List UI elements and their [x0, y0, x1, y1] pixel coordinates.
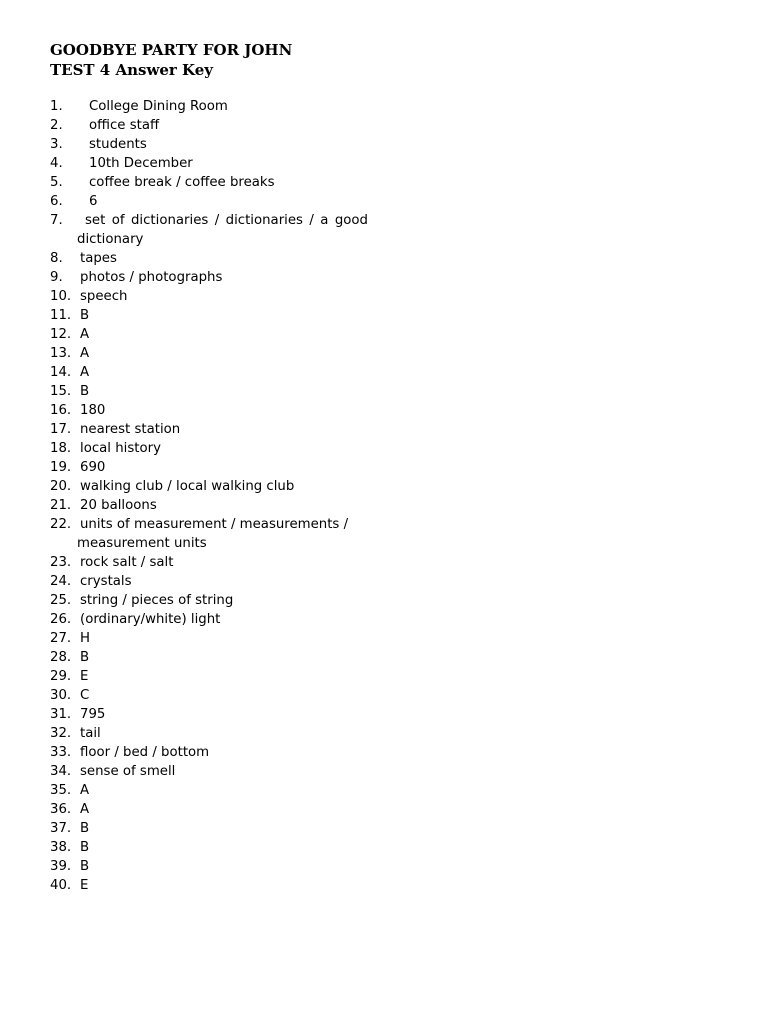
- answer-text: 690: [80, 460, 106, 475]
- answer-text: B: [80, 840, 90, 855]
- answer-text: coffee break / coffee breaks: [89, 175, 275, 190]
- answer-text: tapes: [80, 251, 117, 266]
- answer-text-continuation: dictionary: [77, 232, 144, 247]
- answer-number: 17.: [50, 422, 72, 437]
- document-subtitle: TEST 4 Answer Key: [50, 61, 214, 79]
- answer-number: 29.: [50, 669, 72, 684]
- answer-text: tail: [80, 726, 101, 741]
- answer-text: speech: [80, 289, 128, 304]
- answer-text: local history: [80, 441, 161, 456]
- answer-number: 19.: [50, 460, 72, 475]
- answer-item: [50, 154, 380, 173]
- answer-number: 14.: [50, 365, 72, 380]
- answer-number: 15.: [50, 384, 72, 399]
- answer-text: B: [80, 384, 90, 399]
- answer-item: [50, 648, 380, 667]
- answer-item: [50, 268, 380, 287]
- answer-text: A: [80, 802, 90, 817]
- answer-list: [50, 97, 380, 895]
- document-title: GOODBYE PARTY FOR JOHN: [50, 41, 293, 59]
- answer-number: 40.: [50, 878, 72, 893]
- answer-text: E: [80, 669, 89, 684]
- answer-item: [50, 800, 380, 819]
- answer-item: [50, 344, 380, 363]
- answer-text: rock salt / salt: [80, 555, 174, 570]
- answer-number: 35.: [50, 783, 72, 798]
- answer-text: string / pieces of string: [80, 593, 234, 608]
- answer-number: 39.: [50, 859, 72, 874]
- answer-text: office staff: [89, 118, 160, 133]
- answer-number: 11.: [50, 308, 72, 323]
- answer-item: [50, 116, 380, 135]
- answer-item: [50, 572, 380, 591]
- answer-number: 27.: [50, 631, 72, 646]
- answer-item: [50, 363, 380, 382]
- answer-item: [50, 781, 380, 800]
- answer-number: 18.: [50, 441, 72, 456]
- answer-item: [50, 496, 380, 515]
- answer-number: 26.: [50, 612, 72, 627]
- answer-number: 32.: [50, 726, 72, 741]
- answer-text: units of measurement / measurements /: [80, 517, 349, 532]
- answer-number: 23.: [50, 555, 72, 570]
- answer-item: [50, 515, 380, 553]
- answer-item: [50, 458, 380, 477]
- answer-text: crystals: [80, 574, 132, 589]
- answer-number: 4.: [50, 156, 63, 171]
- answer-item: [50, 762, 380, 781]
- answer-number: 28.: [50, 650, 72, 665]
- answer-item: [50, 838, 380, 857]
- answer-number: 33.: [50, 745, 72, 760]
- answer-text: B: [80, 821, 90, 836]
- answer-item: [50, 819, 380, 838]
- answer-text: A: [80, 327, 90, 342]
- answer-text: (ordinary/white) light: [80, 612, 221, 627]
- answer-text: 180: [80, 403, 106, 418]
- answer-item: [50, 382, 380, 401]
- answer-item: [50, 306, 380, 325]
- answer-item: [50, 629, 380, 648]
- answer-item: [50, 439, 380, 458]
- answer-text: B: [80, 650, 90, 665]
- answer-number: 3.: [50, 137, 63, 152]
- answer-number: 5.: [50, 175, 63, 190]
- answer-item: [50, 743, 380, 762]
- answer-item: [50, 591, 380, 610]
- answer-number: 1.: [50, 99, 63, 114]
- answer-item: [50, 211, 380, 249]
- answer-item: [50, 325, 380, 344]
- answer-text: floor / bed / bottom: [80, 745, 210, 760]
- answer-item: [50, 857, 380, 876]
- answer-item: [50, 553, 380, 572]
- answer-item: [50, 249, 380, 268]
- answer-number: 21.: [50, 498, 72, 513]
- answer-text: A: [80, 346, 90, 361]
- answer-number: 2.: [50, 118, 63, 133]
- answer-number: 24.: [50, 574, 72, 589]
- answer-text: College Dining Room: [89, 99, 228, 114]
- answer-item: [50, 287, 380, 306]
- answer-number: 38.: [50, 840, 72, 855]
- answer-number: 16.: [50, 403, 72, 418]
- answer-item: [50, 705, 380, 724]
- answer-number: 20.: [50, 479, 72, 494]
- answer-number: 22.: [50, 517, 72, 532]
- answer-number: 9.: [50, 270, 63, 285]
- answer-item: [50, 135, 380, 154]
- answer-text: B: [80, 308, 90, 323]
- answer-text: sense of smell: [80, 764, 176, 779]
- answer-item: [50, 610, 380, 629]
- answer-number: 13.: [50, 346, 72, 361]
- answer-item: [50, 192, 380, 211]
- answer-text: 795: [80, 707, 106, 722]
- answer-item: [50, 420, 380, 439]
- answer-number: 6.: [50, 194, 63, 209]
- answer-text: A: [80, 783, 90, 798]
- answer-number: 25.: [50, 593, 72, 608]
- answer-text: 20 balloons: [80, 498, 157, 513]
- answer-item: [50, 477, 380, 496]
- answer-item: [50, 876, 380, 895]
- answer-text: E: [80, 878, 89, 893]
- answer-text: A: [80, 365, 90, 380]
- answer-text: set of dictionaries / dictionaries / a good: [85, 213, 368, 228]
- answer-number: 30.: [50, 688, 72, 703]
- answer-text: photos / photographs: [80, 270, 223, 285]
- answer-text: students: [89, 137, 147, 152]
- answer-text: H: [80, 631, 90, 646]
- answer-item: [50, 173, 380, 192]
- answer-number: 8.: [50, 251, 63, 266]
- answer-number: 31.: [50, 707, 72, 722]
- answer-item: [50, 97, 380, 116]
- answer-number: 10.: [50, 289, 72, 304]
- answer-text: 10th December: [89, 156, 193, 171]
- answer-number: 34.: [50, 764, 72, 779]
- answer-number: 37.: [50, 821, 72, 836]
- answer-number: 12.: [50, 327, 72, 342]
- answer-item: [50, 667, 380, 686]
- answer-number: 36.: [50, 802, 72, 817]
- answer-text: nearest station: [80, 422, 181, 437]
- answer-item: [50, 401, 380, 420]
- answer-text: C: [80, 688, 90, 703]
- answer-number: 7.: [50, 213, 63, 228]
- answer-text-continuation: measurement units: [77, 536, 207, 551]
- answer-text: B: [80, 859, 90, 874]
- answer-item: [50, 724, 380, 743]
- answer-item: [50, 686, 380, 705]
- answer-text: walking club / local walking club: [80, 479, 295, 494]
- answer-text: 6: [89, 194, 98, 209]
